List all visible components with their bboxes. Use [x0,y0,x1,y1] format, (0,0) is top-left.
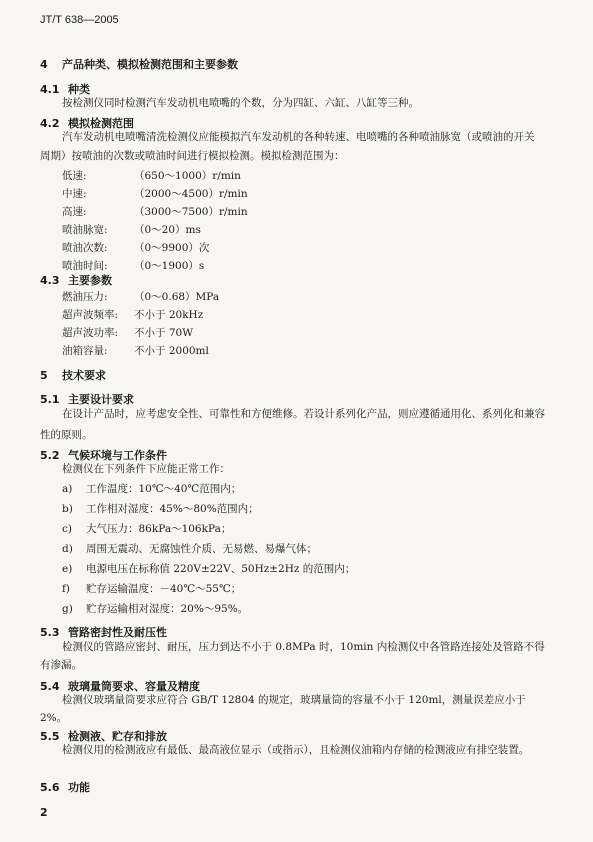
param-row: 中速: （2000～4500）r/min [62,188,248,200]
section-5-6-heading [40,779,90,795]
param-row: 喷油脉宽: （0～20）ms [62,224,201,236]
list-item: a) 工作温度：10℃～40℃范围内； [62,483,242,495]
section-number: 5.6 [40,781,60,794]
param-row: 喷油时间: （0～1900）s [62,260,205,272]
section-title: 主要参数 [68,274,112,287]
param-row: 低速: （650～1000）r/min [62,170,241,182]
section-number: 5.1 [40,393,60,406]
section-5-2-intro: 检测仪在下列条件下应能正常工作： [62,463,230,475]
section-4-3-heading [40,272,112,288]
param-row: 油箱容量: 不小于 2000ml [62,345,209,357]
section-number: 5.5 [40,730,60,743]
section-title: 气候环境与工作条件 [68,449,167,462]
param-row: 燃油压力: （0～0.68）MPa [62,291,220,303]
section-4-2-body: 汽车发动机电喷嘴清洗检测仪应能模拟汽车发动机的各种转速、电喷嘴的各种喷油脉宽（或喷油的开关周期）按喷油的次数或喷油时间进行模拟检测。模拟检测范围为： [40,131,535,162]
section-number: 5.3 [40,626,60,639]
section-4-1-heading [40,81,90,97]
list-item: c) 大气压力：86kPa～106kPa； [62,523,232,535]
section-title: 产品种类、模拟检测范围和主要参数 [62,58,238,71]
param-row: 喷油次数: （0～9900）次 [62,242,210,254]
section-number: 4.3 [40,274,60,287]
section-number: 5 [40,369,48,382]
param-row: 超声波功率: 不小于 70W [62,327,193,339]
list-item: f) 贮存运输温度：－40℃～55℃； [62,583,242,595]
page-number: 2 [40,806,48,819]
section-5-heading [40,367,106,383]
section-4-heading [40,56,238,72]
standard-code: JT/T 638—2005 [40,14,119,26]
section-number: 5.2 [40,449,60,462]
list-item: g) 贮存运输相对湿度：20%～95%。 [62,603,249,615]
list-item: b) 工作相对湿度：45%～80%范围内； [62,503,259,515]
list-item: e) 电源电压在标称值 220V±22V、50Hz±2Hz 的范围内； [62,563,356,575]
section-5-3-body: 检测仪的管路应密封、耐压，压力到达不小于 0.8MPa 时，10min 内检测仪中各管路连接处及管路不得有渗漏。 [40,641,545,671]
section-5-4-body: 检测仪玻璃量筒要求应符合 GB/T 12804 的规定，玻璃量筒的容量不小于 120ml，测量误差应小于 2%。 [40,694,526,724]
section-title: 种类 [68,83,90,96]
section-title: 玻璃量筒要求、容量及精度 [68,680,200,693]
section-number: 4 [40,58,48,71]
section-title: 管路密封性及耐压性 [68,626,167,639]
section-number: 4.2 [40,117,60,130]
section-title: 技术要求 [62,369,106,382]
section-number: 5.4 [40,680,60,693]
list-item: d) 周围无震动、无腐蚀性介质、无易燃、易爆气体； [62,543,317,555]
section-5-1-body: 在设计产品时，应考虑安全性、可靠性和方便维修。若设计系列化产品，则应遵循通用化、系列化和兼容性的原则。 [40,408,545,441]
param-row: 高速: （3000～7500）r/min [62,206,248,218]
section-title: 检测液、贮存和排放 [68,730,167,743]
param-row: 超声波频率: 不小于 20kHz [62,309,204,321]
section-number: 4.1 [40,83,60,96]
section-title: 功能 [68,781,90,794]
section-5-5-body: 检测仪用的检测液应有最低、最高液位显示（或指示），且检测仪油箱内存储的检测液应有排空装置。 [62,744,530,756]
section-title: 模拟检测范围 [68,117,134,130]
section-title: 主要设计要求 [68,393,134,406]
section-5-2-heading [40,447,167,463]
section-4-1-body: 按检测仪同时检测汽车发动机电喷嘴的个数，分为四缸、六缸、八缸等三种。 [62,97,419,109]
